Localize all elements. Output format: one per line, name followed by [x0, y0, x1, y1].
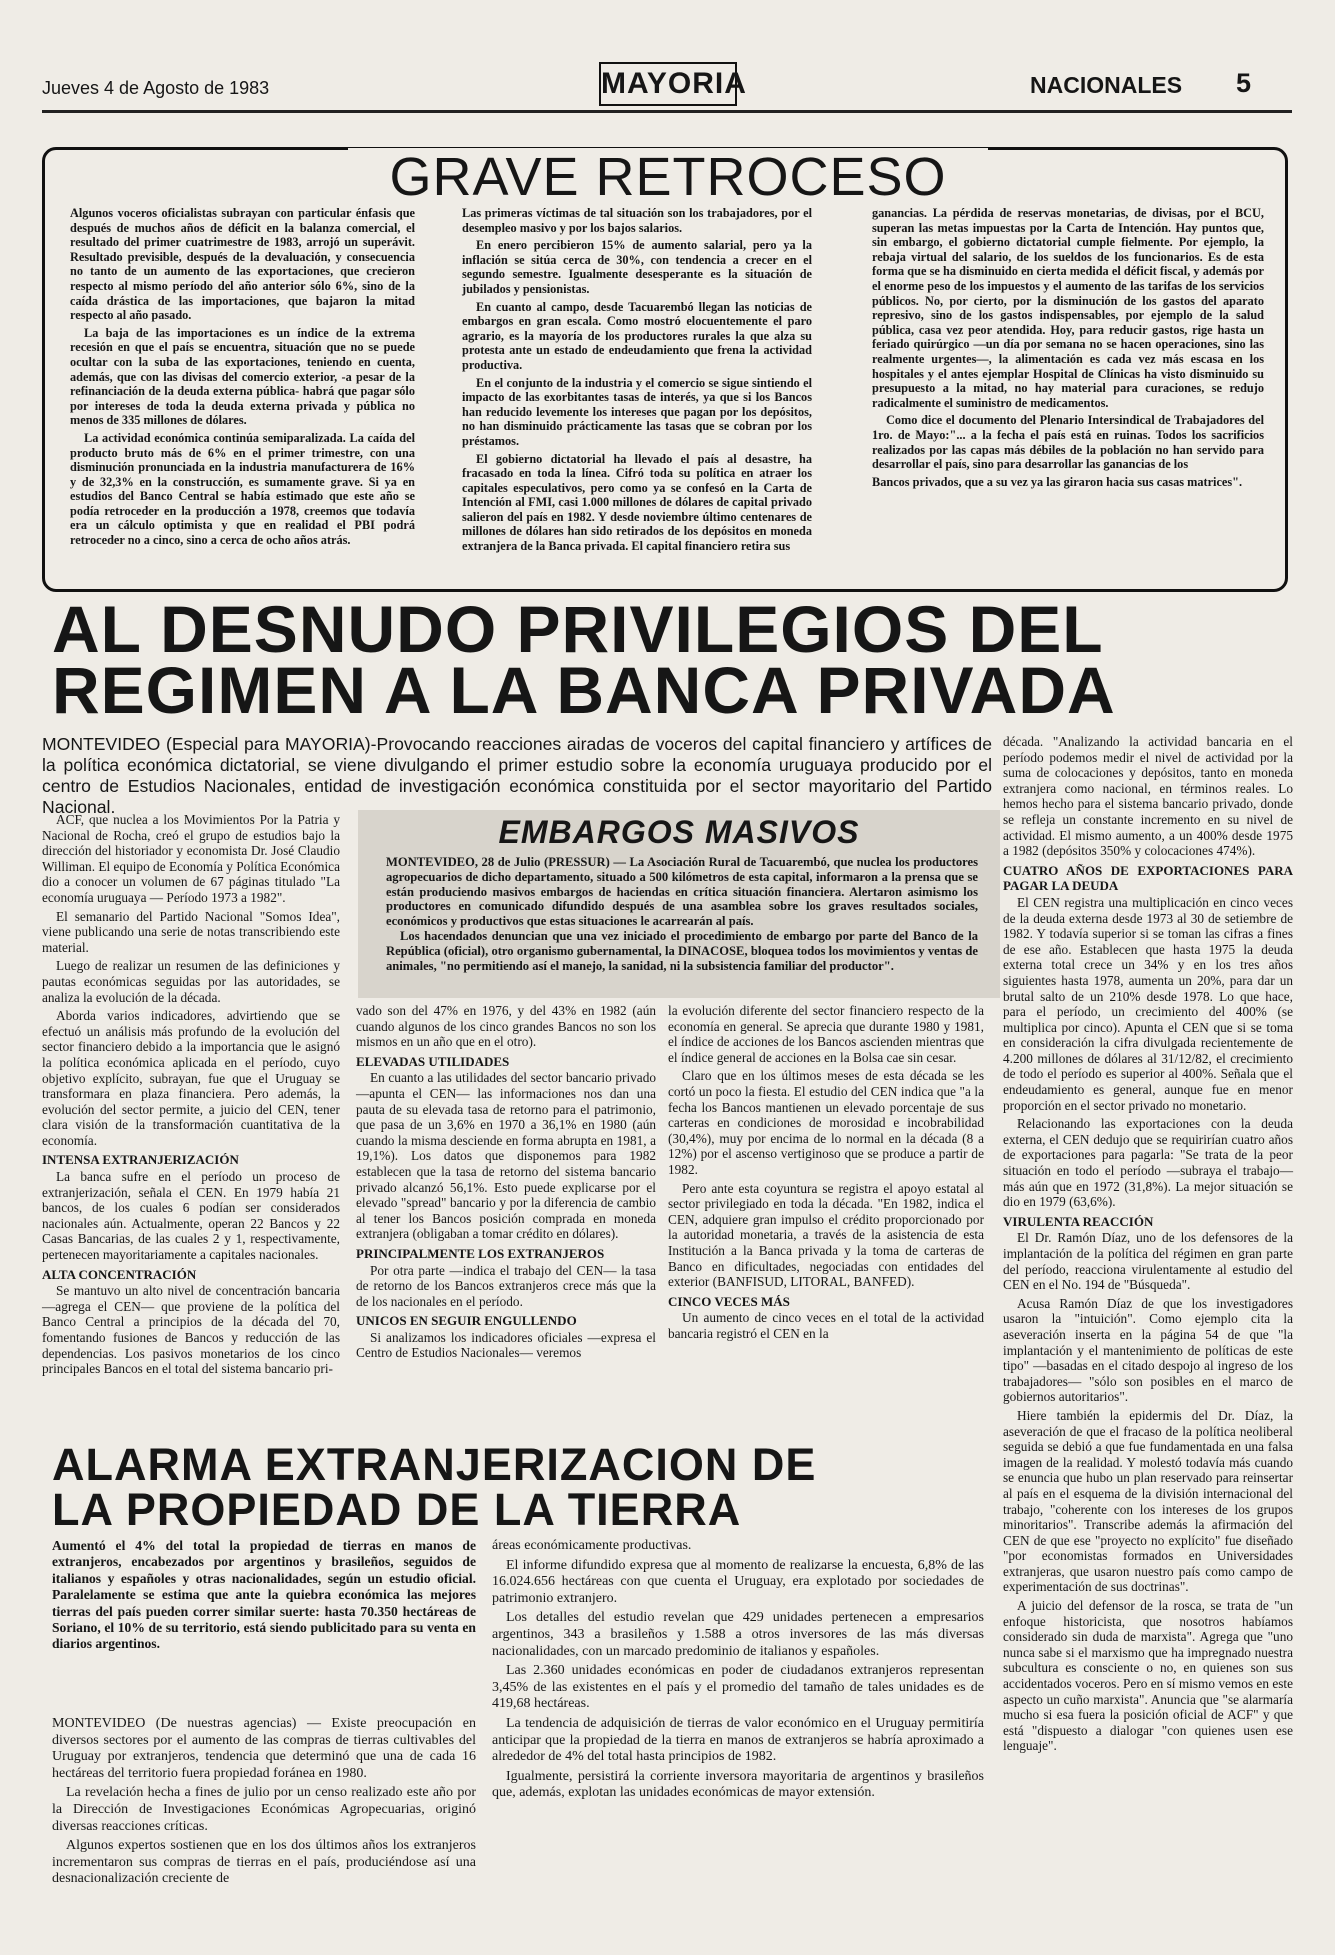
paragraph: En cuanto a las utilidades del sector bancario privado —apunta el CEN— las informaciones nos dan una pauta de su elevada tasa de retorno para el patrimonio, que pasa de un 3,6% en 1970 a 36,1% en 1980 (aún cuando la misma desciende en forma abrupta en 1981, a 19,1%). Los datos que disponemos para 1982 establecen que la tasa de retorno del sistema bancario privado alcanzó 56,1%. Esto puede explicarse por el elevado "spread" bancario y por la diferencia de cambio al tener los Bancos posición comprada en moneda extranjera (obligaban a tomar crédito en dólares).: [356, 1070, 656, 1242]
editorial-paragraph: En el conjunto de la industria y el comercio se sigue sintiendo el impacto de las exorbitantes tasas de interés, ya que si los Bancos han reducido levemente los intereses que pagan por los depósitos, no han disminuido prácticamente las tasas que se cobran por los préstamos.: [462, 375, 812, 448]
paragraph: Un aumento de cinco veces en el total de la actividad bancaria registró el CEN en la: [668, 1310, 984, 1341]
paragraph: vado son del 47% en 1976, y del 43% en 1982 (aún cuando algunos de los cinco grandes Bancos no son los mismos en un año que en el otro).: [356, 1003, 656, 1050]
page-number: 5: [1236, 68, 1252, 98]
section-name: NACIONALES: [1030, 72, 1183, 98]
paragraph: ACF, que nuclea a los Movimientos Por la Patria y Nacional de Rocha, creó el grupo de estudios bajo la dirección del historiador y economista Dr. José Claudio Williman. El equipo de Economía y Política Económica dio a conocer un volumen de 67 páginas titulado "La economía uruguaya — Período 1973 a 1982".: [42, 812, 340, 905]
paragraph: MONTEVIDEO (De nuestras agencias) — Existe preocupación en diversos sectores por el aumento de las compras de tierras cultivables del Uruguay por extranjeros, tendencia que determinó que una de cada 16 hectáreas del territorio fuera propiedad foránea en 1980.: [52, 1716, 476, 1781]
paragraph: El semanario del Partido Nacional "Somos Idea", viene publicando una serie de notas transcribiendo este material.: [42, 908, 340, 955]
paragraph: Las 2.360 unidades económicas en poder de ciudadanos extranjeros representan 3,45% de las existentes en el país y el promedio del tamaño de tales unidades es de 419,68 hectáreas.: [492, 1663, 984, 1712]
editorial-title: GRAVE RETROCESO: [348, 148, 988, 206]
paragraph: El informe difundido expresa que al momento de realizarse la encuesta, 6,8% de las 16.024.656 hectáreas con que cuenta el Uruguay, era explotado por sociedades de patrimonio extranjero.: [492, 1557, 984, 1606]
paragraph: La revelación hecha a fines de julio por un censo realizado este año por la Dirección de Investigaciones Económicas Agropecuarias, originó diversas reacciones críticas.: [52, 1785, 476, 1834]
editorial-column-1: [70, 206, 415, 551]
main-column-1: [42, 812, 340, 1380]
header-rule: [42, 110, 1292, 113]
subheading: CUATRO AÑOS DE EXPORTACIONES PARA PAGAR LA DEUDA: [1003, 862, 1293, 894]
editorial-paragraph: Las primeras víctimas de tal situación son los trabajadores, por el desempleo masivo y por los bajos salarios.: [462, 206, 812, 235]
main-headline-line-2: REGIMEN A LA BANCA PRIVADA: [52, 652, 1116, 727]
second-headline: [52, 1439, 992, 1535]
masthead-text: MAYORIA: [601, 67, 747, 100]
main-headline-line-1: AL DESNUDO PRIVILEGIOS DEL: [52, 592, 1104, 666]
second-headline-line-2: LA PROPIEDAD DE LA TIERRA: [52, 1483, 742, 1535]
editorial-paragraph: La actividad económica continúa semiparalizada. La caída del producto bruto más de 6% en el primer trimestre, con una disminución pronunciada en la industria manufacturera de 16% y de 32,3% en la construcción, es sumamente grave. Si ya en estudios del Banco Central se había estimado que este año se podía retroceder en la producción a 1978, creemos que todavía era un cálculo optimista y que en realidad el PBI podrá retroceder no a cinco, sino a cerca de ocho años atrás.: [70, 430, 415, 548]
second-lead: [52, 1538, 476, 1656]
paragraph: La banca sufre en el período un proceso de extranjerización, señala el CEN. En 1979 había 21 bancos, de los cuales 6 podían ser considerados nacionales aún. Actualmente, operan 22 Bancos y 22 Casas Bancarias, de las cuales 2 y 1, respectivamente, pertenecen mayoritariamente a capitales nacionales.: [42, 1169, 340, 1263]
second-column-2: [492, 1538, 984, 1805]
editorial-paragraph: En cuanto al campo, desde Tacuarembó llegan las noticias de embargos en gran escala. Como mostró elocuentemente el paro agrario, es la mayoría de los productores rurales la que alza su protesta ante un estado de endeudamiento que frena la actividad productiva.: [462, 299, 812, 372]
editorial-paragraph: En enero percibieron 15% de aumento salarial, pero ya la inflación se sitúa cerca de 30%, con tendencia a crecer en el segundo semestre. Igualmente desesperante es la situación de jubilados y pensionistas.: [462, 238, 812, 296]
subheading: CINCO VECES MÁS: [668, 1293, 790, 1309]
paragraph: Pero ante esta coyuntura se registra el apoyo estatal al sector privilegiado en toda la década. "En 1982, indica el CEN, adquiere gran impulso el crédito proporcionado por la autoridad monetaria, a través de la asistencia de esta Institución a la Banca privada y la toma de carteras de Banco en dificultades, negociadas con entidades del exterior (BANFISUD, LITORAL, BANFED).: [668, 1180, 984, 1290]
paragraph: la evolución diferente del sector financiero respecto de la economía en general. Se aprecia que durante 1980 y 1981, el índice de acciones de los Bancos ascienden mientras que el índice general de acciones en la Bolsa cae sin cesar.: [668, 1003, 984, 1065]
editorial-paragraph: La baja de las importaciones es un índice de la extrema recesión en que el país se encuentra, situación que no se puede ocultar con la suba de las exportaciones, teniendo en cuenta, además, que con las divisas del comercio exterior, -a pesar de la refinanciación de la deuda externa pública- habrá que pagar sólo por intereses de toda la deuda externa privada y pública no menos de 335 millones de dólares.: [70, 325, 415, 428]
subheading: INTENSA EXTRANJERIZACIÓN: [42, 1152, 239, 1168]
main-lead: MONTEVIDEO (Especial para MAYORIA)-Provocando reacciones airadas de voceros del capital financiero y artífices de la política económica dictatorial, se viene divulgando el primer estudio sobre la economía uruguaya producido por el centro de Estudios Nacionales, entidad de investigación económica constituida por el sector mayoritario del Partido Nacional.: [42, 734, 992, 817]
paragraph: Si analizamos los indicadores oficiales —expresa el Centro de Estudios Nacionales— veremos: [356, 1329, 656, 1361]
editorial-column-2: [462, 206, 812, 557]
main-column-4: [1003, 734, 1293, 1757]
main-headline: [52, 592, 1292, 727]
masthead-logo: [599, 62, 747, 106]
subheading: VIRULENTA REACCIÓN: [1003, 1213, 1154, 1229]
subheading: UNICOS EN SEGUIR ENGULLENDO: [356, 1313, 577, 1329]
main-column-3: [668, 1003, 984, 1344]
embargos-box: [358, 810, 1000, 998]
second-lead-text: Aumentó el 4% del total la propiedad de tierras en manos de extranjeros, encabezados por argentinos y brasileños, seguidos de italianos y españoles y otras nacionalidades, según un estudio oficial. Paralelamente se estima que ante la quiebra económica las mejores tierras del país pueden correr similar suerte: hasta 70.350 hectáreas de Soriano, el 10% de su territorio, está siendo publicitado para su venta en diarios argentinos.: [52, 1538, 476, 1652]
editorial-column-3: [872, 206, 1264, 492]
subheading: PRINCIPALMENTE LOS EXTRANJEROS: [356, 1245, 605, 1261]
editorial-paragraph: Algunos voceros oficialistas subrayan con particular énfasis que después de muchos años de déficit en la balanza comercial, el resultado del primer cuatrimestre de 1983, arrojó un superávit. Resultado previsible, después de la devaluación, y consecuencia no tanto de un aumento de las exportaciones, que crecieron respecto al mismo período del año anterior sólo 6%, sino de la caída drástica de las importaciones, que bajaron la mitad respecto al año pasado.: [70, 206, 415, 323]
editorial-paragraph: Bancos privados, que a su vez ya las giraron hacia sus casas matrices".: [872, 474, 1243, 489]
editorial-paragraph: ganancias. La pérdida de reservas monetarias, de divisas, por el BCU, superan las metas impuestas por la Carta de Intención. Hay puntos que, sin embargo, el gobierno dictatorial cumple fielmente. Por ejemplo, la rebaja virtual del salario, de los sueldos de los funcionarios. Es de esta forma que se ha disminuido en cierta medida el déficit fiscal, y además por el enorme peso de los impuestos y el aumento de las tarifas de los servicios públicos. No, por cierto, por la disminución de los gastos del aparato represivo, sino de los gastos indispensables, por ejemplo de la salud pública, casa vez peor atendida. Hoy, para reducir gastos, rige hasta un feriado quirúrgico —un día por semana no se hacen operaciones, sino las realmente urgentes—, la alimentación es cada vez más escasa en los hospitales y el antes ejemplar Hospital de Clínicas ha visto disminuido su presupuesto a la mitad, no hay material para curaciones, se redujo radicalmente el suministro de medicamentos.: [872, 206, 1264, 410]
subheading: ELEVADAS UTILIDADES: [356, 1053, 510, 1069]
paragraph: A juicio del defensor de la rosca, se trata de "un enfoque historicista, que nosotros habíamos considerado sin duda de marxista". Agrega que "uno nunca sabe si el marxismo que ha impregnado nuestra subcultura es consciente o no, en quienes son sus accidentados voceros. Pero en sí mismo vemos en este aspecto un cuño marxista". Anuncia que "se alarmaría mucho si esa fuera la posición oficial de ACF" y que está "dispuesto a dialogar "con quienes usen ese lenguaje".: [1003, 1598, 1293, 1754]
paragraph: Por otra parte —indica el trabajo del CEN— la tasa de retorno de los Bancos extranjeros crece más que la de los nacionales en el período.: [356, 1262, 656, 1309]
embargos-paragraph: Los hacendados denuncian que una vez iniciado el procedimiento de embargo por parte del Banco de la República (oficial), otro organismo gubernamental, la DINACOSE, bloquea todos los movimientos y ventas de animales, "no permitiendo así el manejo, la sanidad, ni la subsistencia familiar del productor".: [386, 928, 978, 973]
paragraph: Hiere también la epidermis del Dr. Díaz, la aseveración de que el fracaso de la política neoliberal seguida se debió a que fue fundamentada en una falsa imagen de la realidad. Y molestó todavía más cuando se enuncia que hubo un plan reservado para reinsertar al país en el esquema de la división internacional del trabajo, "coherente con los intereses de los grupos minoritarios". Transcribe además la afirmación del CEN de que ese "proyecto no explícito" fue diseñado "por economistas formados en Universidades extranjeras, que usaron nuestro país como campo de experimentación de sus doctrinas".: [1003, 1407, 1293, 1595]
embargos-paragraph: MONTEVIDEO, 28 de Julio (PRESSUR) — La Asociación Rural de Tacuarembó, que nuclea los productores agropecuarios de dicho departamento, situado a 500 kilómetros de esta capital, informaron a la prensa que se están produciendo masivos embargos de haciendas en crítica situación financiera. Alertaron asimismo los productores en comunicado difundido después de una asamblea sobre los graves resultados sociales, económicos y productivos que estas situaciones le acarrearán al país.: [386, 855, 978, 929]
paragraph: Se mantuvo un alto nivel de concentración bancaria —agrega el CEN— que proviene de la política del Banco Central a principios de la década del 70, fomentando fusiones de Bancos y reducción de las dependencias. Los pasivos monetarios de los cinco principales Bancos en el total del sistema bancario pri-: [42, 1283, 340, 1377]
editorial-paragraph: El gobierno dictatorial ha llevado el país al desastre, ha fracasado en toda la línea. Cifró toda su política en atraer los capitales especulativos, pero como ya se confesó en la Carta de Intención al FMI, casi 1.000 millones de dólares de capital privado salieron del país en 1982. Y desde noviembre último centenares de millones de dólares han sido retirados de los depósitos en moneda extranjera de la Banca privada. El capital financiero retira sus: [462, 451, 812, 554]
paragraph: Luego de realizar un resumen de las definiciones y pautas económicas seguidas por las autoridades, se analiza la evolución de la década.: [42, 958, 340, 1005]
paragraph: El CEN registra una multiplicación en cinco veces de la deuda externa desde 1973 al 30 de setiembre de 1982. Y todavía superior si se toman las cifras a fines de ese año. Establecen que hasta 1975 la deuda externa total crece un 34% y en los tres años siguientes hasta 1978, aumenta un 20%, para dar un brutal salto de un 210% desde 1978. Lo que hace, para el período, un crecimiento del 400% (se multiplica por cinco). Apunta el CEN que si se toma en consideración la cifra divulgada recientemente de 4.200 millones de dólares al 31/12/82, el crecimiento de todo el período es superior al 400%. Señala que el endeudamiento es general, aunque fue en menor proporción en el sector privado no monetario.: [1003, 894, 1293, 1113]
paragraph: Algunos expertos sostienen que en los dos últimos años los extranjeros incrementaron sus compras de tierras en el país, produciéndose así una desnacionalización creciente de: [52, 1838, 476, 1887]
issue-date: Jueves 4 de Agosto de 1983: [42, 78, 270, 98]
second-column-1: [52, 1716, 476, 1891]
second-headline-line-1: ALARMA EXTRANJERIZACION DE: [52, 1439, 817, 1490]
paragraph: La tendencia de adquisición de tierras de valor económico en el Uruguay permitiría anticipar que la propiedad de la tierra en manos de extranjeros se habría aproximado a alrededor de 4% del total hasta principios de 1982.: [492, 1715, 984, 1765]
paragraph: áreas económicamente productivas.: [492, 1538, 692, 1553]
main-column-2: [356, 1003, 656, 1364]
paragraph: Aborda varios indicadores, advirtiendo que se efectuó un análisis más profundo de la evolución del sector financiero debido a la importancia que le asignó la política económica aplicada en el período, cuyo objetivo explícito, subrayan, fue que el Uruguay se transformara en plaza financiera. Pero además, la evolución del sector permite, a juicio del CEN, tener clara visión de la transformación cuantitativa de la economía.: [42, 1008, 340, 1148]
paragraph: década. "Analizando la actividad bancaria en el período podemos medir el nivel de actividad por la suma de colocaciones y depósitos, tanto en moneda extranjera como nacional, en términos reales. Lo hemos hecho para el sistema bancario privado, donde se refleja un constante incremento en su nivel de actividad. El mismo aumento, a un 400% desde 1975 a 1982 (depósitos 350% y colocaciones 474%).: [1003, 734, 1293, 859]
paragraph: Relacionando las exportaciones con la deuda externa, el CEN dedujo que se requirirían cuatro años de exportaciones para pagarla: "Se trata de la peor situación en todo el período —subraya el trabajo— más aún que en 1972 (31,8%). La mejor situación se dio en 1979 (63,6%).: [1003, 1116, 1293, 1210]
paragraph: Igualmente, persistirá la corriente inversora mayoritaria de argentinos y brasileños que, además, explotan las unidades económicas de mayor extensión.: [492, 1768, 984, 1801]
editorial-paragraph: Como dice el documento del Plenario Intersindical de Trabajadores del 1ro. de Mayo:"... a la fecha el país está en ruinas. Todos los sacrificios realizados por las capas más débiles de la población no han servido para desarrollar el país, sino para desarrollar las ganancias de los: [872, 413, 1264, 472]
paragraph: Acusa Ramón Díaz de que los investigadores usaron la "intuición". Como ejemplo cita la aseveración inserta en la página 54 de que "la implantación y el mantenimiento de políticas de este tipo" —basadas en el citado despojo al ingreso de los trabajadores— "sólo son posibles en el marco de gobiernos autoritarios".: [1003, 1295, 1293, 1405]
subheading: ALTA CONCENTRACIÓN: [42, 1266, 197, 1282]
paragraph: Claro que en los últimos meses de esta década se les cortó un poco la fiesta. El estudio del CEN indica que "a la fecha los Bancos mantienen un elevado porcentaje de sus carteras en condiciones de morosidad e incobrabilidad (30,4%), muy por encima de lo normal en la década (8 a 12%) por el ascenso vertiginoso que se produce a partir de 1982.: [668, 1068, 984, 1177]
paragraph: Los detalles del estudio revelan que 429 unidades pertenecen a empresarios argentinos, 343 a brasileños y 1.588 a otros inversores de las más diversas nacionalidades, con un marcado predominio de italianos y españoles.: [492, 1610, 984, 1659]
embargos-title: EMBARGOS MASIVOS: [498, 814, 860, 850]
paragraph: El Dr. Ramón Díaz, uno de los defensores de la implantación de la política del régimen en gran parte del período, reacciona virulentamente al estudio del CEN en el No. 194 de "Búsqueda".: [1003, 1230, 1293, 1293]
